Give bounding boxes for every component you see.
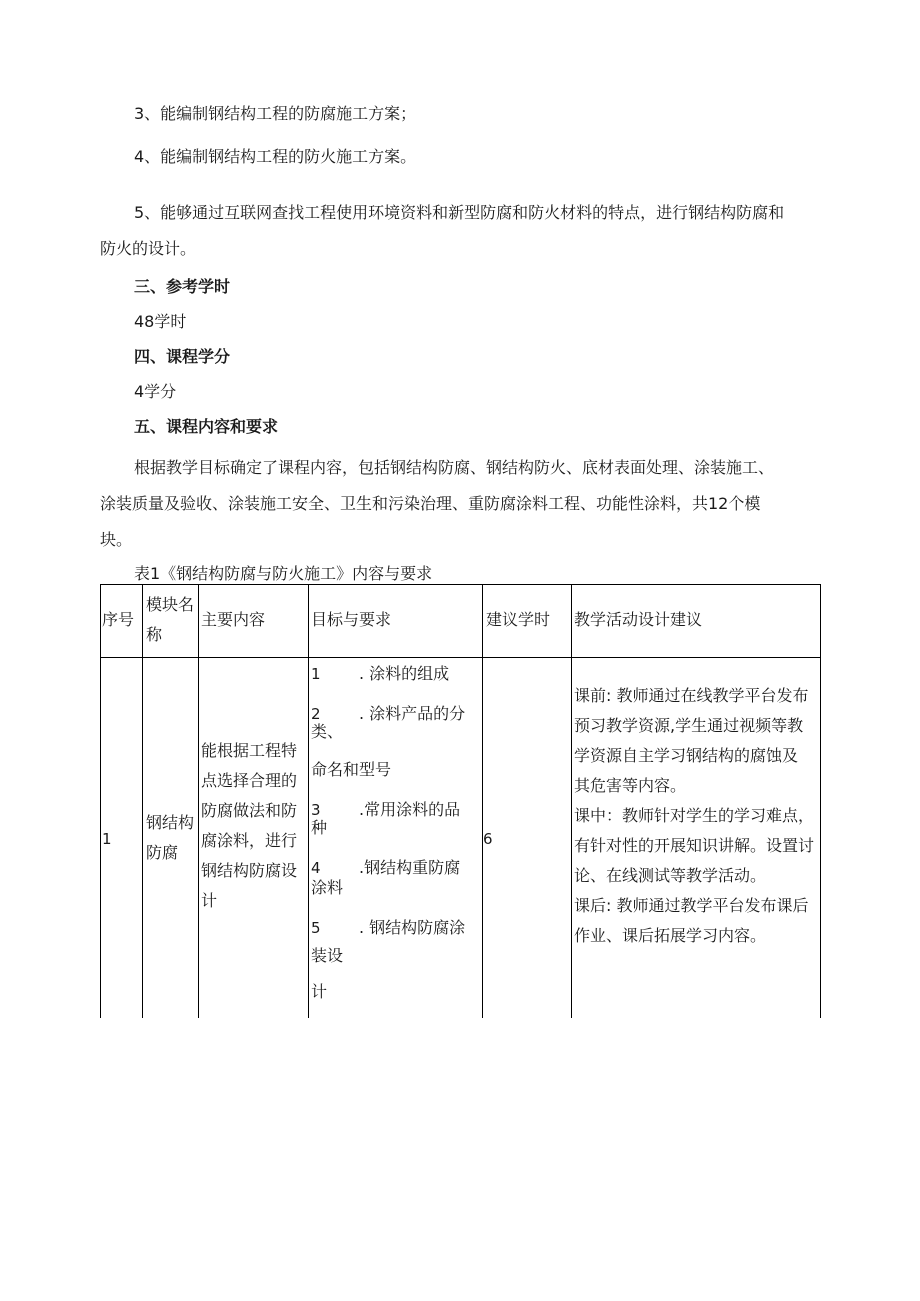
- table-rule: [482, 584, 483, 1018]
- table-rule: [198, 584, 199, 1018]
- header-hours: 建议学时: [486, 610, 551, 629]
- hours-value: 48学时: [134, 312, 187, 331]
- objective-5: [100, 195, 834, 267]
- row-seq: 1: [102, 830, 112, 848]
- row-activity: [574, 681, 814, 951]
- table-caption: 表1《钢结构防腐与防火施工》内容与要求: [134, 564, 433, 583]
- row-content-line: 计: [201, 891, 218, 910]
- intro-line: 根据教学目标确定了课程内容，包括钢结构防腐、钢结构防火、底材表面处理、涂装施工、: [134, 458, 775, 477]
- objective-4: 4、能编制钢结构工程的防火施工方案。: [134, 147, 417, 166]
- table-rule: [308, 584, 309, 1018]
- intro-paragraph: [100, 450, 860, 558]
- goal-item-extra: 计: [311, 982, 328, 1001]
- row-activity-line: 作业、课后拓展学习内容。: [574, 926, 767, 945]
- header-content: 主要内容: [201, 610, 266, 629]
- hours-heading: 三、参考学时: [134, 277, 231, 296]
- row-activity-line: 学资源自主学习钢结构的腐蚀及: [574, 746, 799, 765]
- table-rule: [820, 584, 821, 1018]
- goal-item-wrap: 装设: [311, 946, 344, 965]
- objective-3: 3、能编制钢结构工程的防腐施工方案；: [134, 104, 417, 123]
- row-module: [146, 808, 194, 868]
- row-activity-line: 课中：教师针对学生的学习难点，: [574, 806, 815, 825]
- row-activity-line: 论、在线测试等教学活动。: [574, 866, 767, 885]
- goal-item-wrap: 种: [311, 818, 328, 837]
- header-module: [146, 590, 194, 650]
- header-module-line: 模块名: [146, 595, 195, 614]
- goal-item-wrap: 类、: [311, 722, 344, 741]
- row-content-line: 防腐做法和防: [201, 801, 298, 820]
- table-rule: [100, 657, 821, 658]
- credits-value: 4学分: [134, 382, 177, 401]
- row-content-line: 点选择合理的: [201, 771, 298, 790]
- credits-heading: 四、课程学分: [134, 347, 231, 366]
- goal-item-wrap: 涂料: [311, 878, 344, 897]
- table-rule: [142, 584, 143, 1018]
- intro-line: 块。: [100, 530, 133, 549]
- table-rule: [571, 584, 572, 1018]
- objective-5-line: 防火的设计。: [100, 239, 197, 258]
- row-activity-line: 预习教学资源,学生通过视频等教: [574, 716, 804, 735]
- row-content-line: 腐涂料，进行: [201, 831, 298, 850]
- row-hours: 6: [483, 830, 493, 848]
- header-module-line: 称: [146, 625, 163, 644]
- row-content: [201, 736, 297, 916]
- table-rule: [100, 584, 101, 1018]
- row-content-line: 钢结构防腐设: [201, 861, 298, 880]
- header-activity: 教学活动设计建议: [574, 610, 703, 629]
- row-activity-line: 课后: 教师通过教学平台发布课后: [574, 896, 809, 915]
- goal-item: 1 . 涂料的组成: [311, 664, 450, 683]
- row-activity-line: 其危害等内容。: [574, 776, 687, 795]
- goal-item: 2 . 涂料产品的分: [311, 704, 466, 723]
- row-activity-line: 有针对性的开展知识讲解。设置讨: [574, 836, 815, 855]
- row-content-line: 能根据工程特: [201, 741, 298, 760]
- content-table: [100, 584, 821, 1018]
- header-seq: 序号: [102, 610, 135, 629]
- goal-item: 3 .常用涂料的品: [311, 800, 461, 819]
- header-goals: 目标与要求: [311, 610, 392, 629]
- row-module-line: 钢结构: [146, 813, 195, 832]
- content-heading: 五、课程内容和要求: [134, 417, 279, 436]
- row-module-line: 防腐: [146, 843, 179, 862]
- goal-item-extra: 命名和型号: [311, 760, 392, 779]
- table-rule: [100, 584, 821, 585]
- goal-item: 4 .钢结构重防腐: [311, 858, 461, 877]
- intro-line: 涂装质量及验收、涂装施工安全、卫生和污染治理、重防腐涂料工程、功能性涂料，共12个模: [100, 494, 761, 513]
- objective-5-line: 5、能够通过互联网查找工程使用环境资料和新型防腐和防火材料的特点，进行钢结构防腐和: [134, 203, 785, 222]
- goal-item: 5 . 钢结构防腐涂: [311, 918, 466, 937]
- row-activity-line: 课前: 教师通过在线教学平台发布: [574, 686, 809, 705]
